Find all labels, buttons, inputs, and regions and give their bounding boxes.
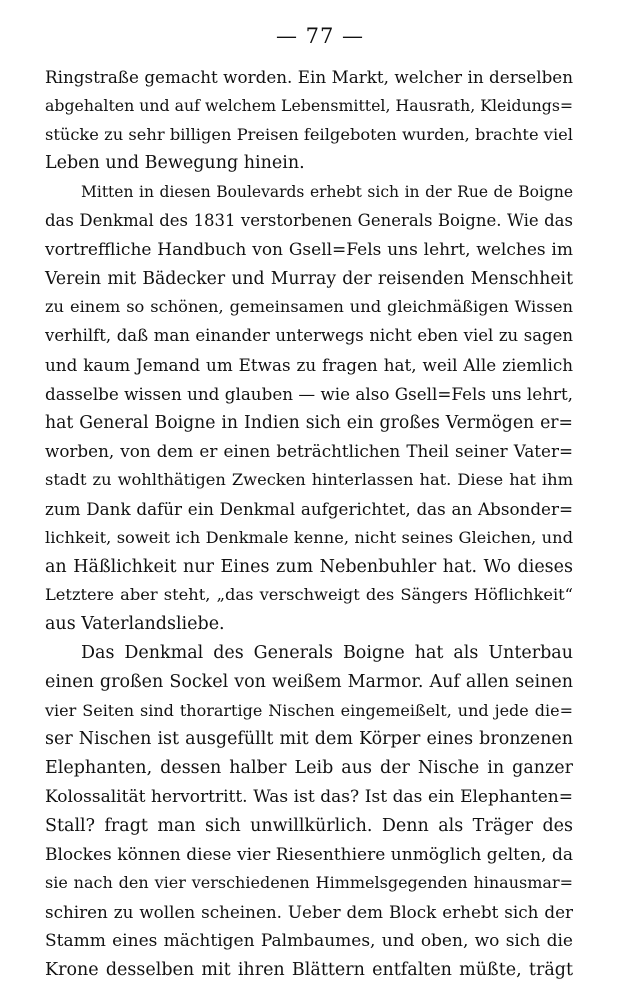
text-line: verhilft, daß man einander unterwegs nicht eben viel zu sagen xyxy=(45,326,573,346)
text-line: Leben und Bewegung hinein. xyxy=(45,153,305,174)
paragraph-3 xyxy=(45,639,573,985)
text-line: Stamm eines mächtigen Palmbaumes, und oben, wo sich die xyxy=(45,930,573,951)
text-line: stadt zu wohlthätigen Zwecken hinterlassen hat. Diese hat ihm xyxy=(45,470,573,490)
text-line: einen großen Sockel von weißem Marmor. Auf allen seinen xyxy=(45,671,573,692)
text-line: dasselbe wissen und glauben — wie also Gsell=Fels uns lehrt, xyxy=(45,383,573,404)
text-line: Elephanten, dessen halber Leib aus der Nische in ganzer xyxy=(45,758,573,779)
text-line: Stall? fragt man sich unwillkürlich. Denn als Träger des xyxy=(45,815,573,836)
text-line: vier Seiten sind thorartige Nischen eingemeißelt, und jede die= xyxy=(45,700,573,720)
text-line: Verein mit Bädecker und Murray der reisenden Menschheit xyxy=(45,268,573,289)
text-line: Krone desselben mit ihren Blättern entfalten müßte, trägt xyxy=(45,959,573,980)
text-line: das Denkmal des 1831 verstorbenen Generals Boigne. Wie das xyxy=(45,210,573,230)
text-line: Ringstraße gemacht worden. Ein Markt, welcher in derselben xyxy=(45,67,573,87)
text-line: aus Vaterlandsliebe. xyxy=(45,614,225,635)
text-line: zum Dank dafür ein Denkmal aufgerichtet, das an Absonder= xyxy=(45,498,573,519)
text-line: lichkeit, soweit ich Denkmale kenne, nicht seines Gleichen, und xyxy=(45,527,573,547)
text-line: worben, von dem er einen beträchtlichen Theil seiner Vater= xyxy=(45,441,573,462)
text-line: Mitten in diesen Boulevards erhebt sich in der Rue de Boigne xyxy=(81,183,573,202)
text-line: Das Denkmal des Generals Boigne hat als Unterbau xyxy=(81,642,573,663)
paragraph-1 xyxy=(45,63,573,178)
text-line: schiren zu wollen scheinen. Ueber dem Block erhebt sich der xyxy=(45,902,573,923)
text-line: an Häßlichkeit nur Eines zum Nebenbuhler hat. Wo dieses xyxy=(45,556,573,577)
text-line: vortreffliche Handbuch von Gsell=Fels uns lehrt, welches im xyxy=(45,239,573,260)
text-line: Kolossalität hervortritt. Was ist das? Ist das ein Elephanten= xyxy=(45,786,573,807)
text-line: Letztere aber steht, „das verschweigt des Sängers Höflichkeit“ xyxy=(45,585,573,605)
text-line: Blockes können diese vier Riesenthiere unmöglich gelten, da xyxy=(45,844,573,865)
paragraph-2 xyxy=(45,178,573,639)
text-line: stücke zu sehr billigen Preisen feilgeboten wurden, brachte viel xyxy=(45,124,573,144)
text-line: abgehalten und auf welchem Lebensmittel, Hausrath, Kleidungs= xyxy=(45,95,574,115)
text-line: sie nach den vier verschiedenen Himmelsgegenden hinausmar= xyxy=(45,873,573,893)
text-line: hat General Boigne in Indien sich ein großes Vermögen er= xyxy=(45,412,573,433)
page-number: — 77 — xyxy=(275,24,365,48)
body-text xyxy=(45,63,573,985)
text-line: zu einem so schönen, gemeinsamen und gleichmäßigen Wissen xyxy=(45,297,573,317)
text-line: ser Nischen ist ausgefüllt mit dem Körper eines bronzenen xyxy=(45,729,573,750)
text-line: und kaum Jemand um Etwas zu fragen hat, weil Alle ziemlich xyxy=(45,354,573,375)
